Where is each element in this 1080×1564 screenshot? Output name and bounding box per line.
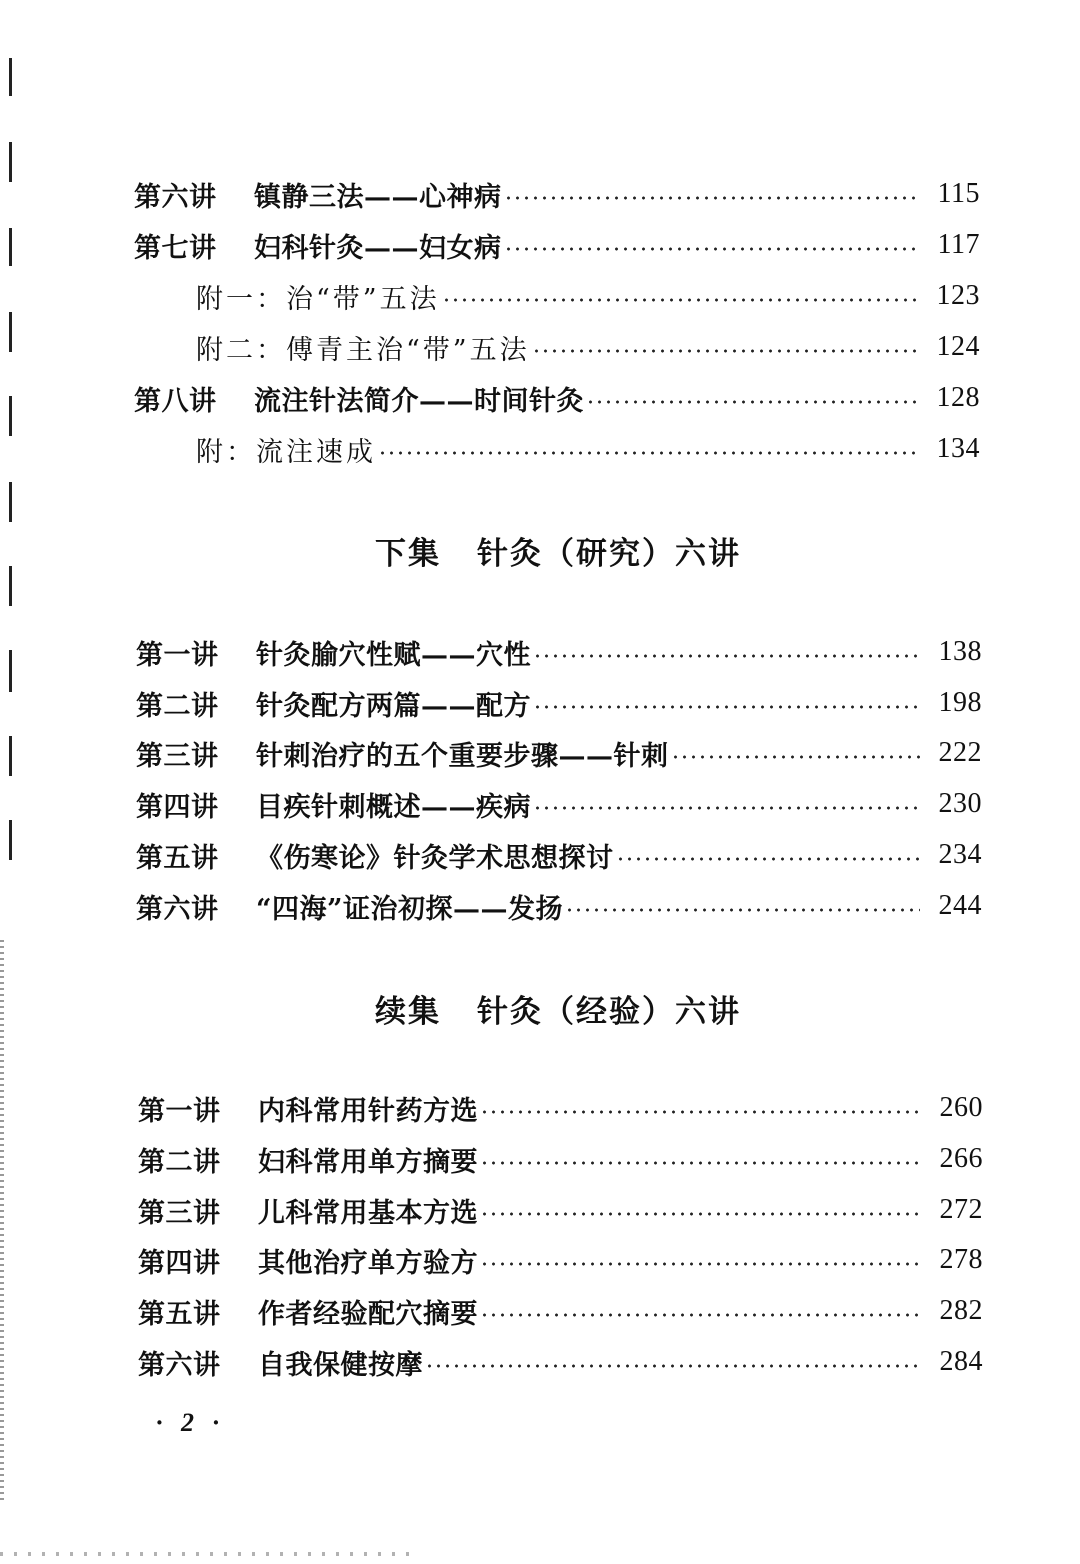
dot-leader bbox=[480, 1110, 921, 1114]
dot-leader bbox=[586, 400, 918, 404]
entry-title: 其他治疗单方验方 bbox=[258, 1247, 478, 1279]
toc-entry[interactable] bbox=[134, 225, 980, 265]
entry-title: 针灸腧穴性赋——穴性 bbox=[256, 639, 531, 671]
toc-entry[interactable] bbox=[138, 1291, 983, 1331]
scan-edge-mark bbox=[9, 228, 12, 266]
scan-edge-mark bbox=[9, 396, 12, 436]
entry-page: 117 bbox=[937, 229, 980, 260]
toc-entry[interactable] bbox=[136, 683, 982, 723]
section-heading-title: 针灸（经验）六讲 bbox=[477, 994, 741, 1030]
lecture-number: 第三讲 bbox=[138, 1197, 221, 1229]
scan-edge-mark bbox=[9, 482, 12, 522]
toc-subentry[interactable] bbox=[196, 276, 980, 316]
entry-title: “四海”证治初探——发扬 bbox=[256, 893, 564, 925]
dot-leader bbox=[480, 1212, 921, 1216]
entry-page: 222 bbox=[938, 737, 982, 768]
toc-entry[interactable] bbox=[136, 835, 982, 875]
entry-page: 244 bbox=[938, 890, 982, 921]
lecture-number: 第二讲 bbox=[136, 690, 219, 722]
entry-page: 272 bbox=[939, 1194, 983, 1225]
toc-entry[interactable] bbox=[138, 1190, 983, 1230]
entry-page: 124 bbox=[936, 331, 980, 362]
dot-leader bbox=[378, 451, 918, 455]
entry-title: 镇静三法——心神病 bbox=[254, 181, 502, 213]
section-heading-part: 续集 bbox=[375, 994, 441, 1030]
scan-edge-mark bbox=[9, 312, 12, 352]
entry-title: 妇科常用单方摘要 bbox=[258, 1146, 478, 1178]
toc-entry[interactable] bbox=[138, 1139, 983, 1179]
entry-title: 妇科针灸——妇女病 bbox=[254, 232, 502, 264]
lecture-number: 第四讲 bbox=[136, 791, 219, 823]
entry-page: 260 bbox=[939, 1092, 983, 1123]
dot-leader bbox=[442, 298, 918, 302]
toc-entry[interactable] bbox=[136, 784, 982, 824]
entry-page: 123 bbox=[936, 280, 980, 311]
dot-leader bbox=[504, 247, 919, 251]
scan-edge-mark bbox=[9, 820, 12, 860]
section-heading bbox=[0, 986, 1080, 1031]
entry-title: 附一：治“带”五法 bbox=[196, 283, 440, 315]
entry-page: 282 bbox=[939, 1295, 983, 1326]
lecture-number: 第四讲 bbox=[138, 1247, 221, 1279]
dot-leader bbox=[616, 857, 921, 861]
section-heading-part: 下集 bbox=[375, 536, 441, 572]
lecture-number: 第六讲 bbox=[136, 893, 219, 925]
entry-title: 针刺治疗的五个重要步骤——针刺 bbox=[256, 740, 669, 772]
dot-leader bbox=[533, 806, 920, 810]
lecture-number: 第六讲 bbox=[134, 181, 217, 213]
section-heading bbox=[0, 528, 1080, 573]
dot-leader bbox=[565, 908, 920, 912]
lecture-number: 第八讲 bbox=[134, 385, 217, 417]
page-number: · 2 · bbox=[156, 1408, 225, 1437]
entry-title: 自我保健按摩 bbox=[258, 1349, 423, 1381]
lecture-number: 第二讲 bbox=[138, 1146, 221, 1178]
dot-leader bbox=[532, 349, 918, 353]
toc-entry[interactable] bbox=[134, 378, 980, 418]
scan-edge-mark bbox=[9, 736, 12, 776]
section-heading-title: 针灸（研究）六讲 bbox=[477, 536, 741, 572]
toc-entry[interactable] bbox=[136, 733, 982, 773]
entry-title: 《伤寒论》针灸学术思想探讨 bbox=[256, 842, 614, 874]
entry-title: 儿科常用基本方选 bbox=[258, 1197, 478, 1229]
toc-entry[interactable] bbox=[138, 1342, 983, 1382]
dot-leader bbox=[425, 1364, 921, 1368]
entry-page: 230 bbox=[938, 788, 982, 819]
entry-page: 266 bbox=[939, 1143, 983, 1174]
toc-subentry[interactable] bbox=[196, 429, 980, 469]
entry-page: 128 bbox=[936, 382, 980, 413]
entry-title: 作者经验配穴摘要 bbox=[258, 1298, 478, 1330]
dot-leader bbox=[671, 755, 921, 759]
lecture-number: 第三讲 bbox=[136, 740, 219, 772]
scan-bottom-specks bbox=[0, 1552, 420, 1556]
entry-page: 234 bbox=[938, 839, 982, 870]
lecture-number: 第一讲 bbox=[136, 639, 219, 671]
toc-entry[interactable] bbox=[136, 886, 982, 926]
entry-title: 附二：傅青主治“带”五法 bbox=[196, 334, 530, 366]
lecture-number: 第七讲 bbox=[134, 232, 217, 264]
entry-page: 198 bbox=[938, 687, 982, 718]
entry-page: 134 bbox=[936, 433, 980, 464]
toc-entry[interactable] bbox=[134, 174, 980, 214]
entry-title: 流注针法简介——时间针灸 bbox=[254, 385, 584, 417]
lecture-number: 第五讲 bbox=[136, 842, 219, 874]
dot-leader bbox=[480, 1313, 921, 1317]
scan-edge-mark bbox=[9, 650, 12, 692]
toc-entry[interactable] bbox=[138, 1088, 983, 1128]
scan-edge-mark bbox=[9, 142, 12, 182]
entry-page: 278 bbox=[939, 1244, 983, 1275]
entry-title: 针灸配方两篇——配方 bbox=[256, 690, 531, 722]
dot-leader bbox=[533, 654, 920, 658]
dot-leader bbox=[504, 196, 919, 200]
lecture-number: 第一讲 bbox=[138, 1095, 221, 1127]
entry-page: 138 bbox=[938, 636, 982, 667]
toc-entry[interactable] bbox=[136, 632, 982, 672]
entry-page: 115 bbox=[937, 178, 980, 209]
dot-leader bbox=[480, 1161, 921, 1165]
entry-page: 284 bbox=[939, 1346, 983, 1377]
toc-entry[interactable] bbox=[138, 1240, 983, 1280]
entry-title: 附：流注速成 bbox=[196, 436, 376, 468]
entry-title: 目疾针刺概述——疾病 bbox=[256, 791, 531, 823]
lecture-number: 第五讲 bbox=[138, 1298, 221, 1330]
entry-title: 内科常用针药方选 bbox=[258, 1095, 478, 1127]
lecture-number: 第六讲 bbox=[138, 1349, 221, 1381]
toc-subentry[interactable] bbox=[196, 327, 980, 367]
scan-edge-mark bbox=[9, 58, 12, 96]
dot-leader bbox=[480, 1262, 921, 1266]
dot-leader bbox=[533, 705, 920, 709]
